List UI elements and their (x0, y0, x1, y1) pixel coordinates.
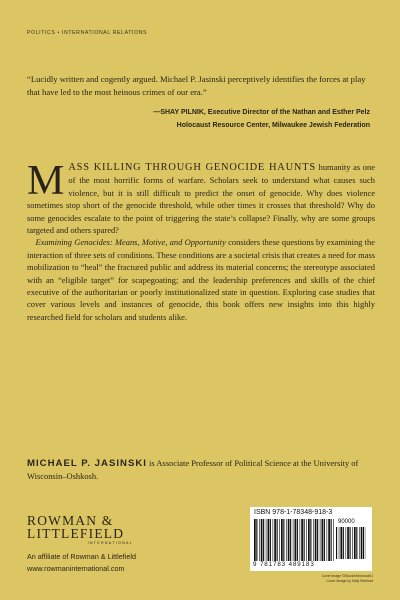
attribution-organization: Holocaust Resource Center, Milwaukee Jewish Federation (176, 121, 370, 129)
paragraph-2-text: considers these questions by examining the interaction of three sets of conditions. These conditions are a societal crisis that creates a need for mass mobilization to “heal” the fractured public and address its material concerns; the stereotype associated with an “eligible target” for scapegoating; and the leadership preferences and skills of the chief executive of the authoritarian or poorly institutionalized state in question. Exploring case studies that cover various levels and instances of genocide, this book offers new insights into this highly researched field for scholars and students alike. (27, 237, 376, 322)
cover-credits (322, 574, 373, 584)
price-code: 90000 (338, 519, 355, 525)
publisher-website: www.rowmaninternational.com (27, 564, 125, 573)
paragraph-1-text: humanity as one of the most horrific forms of warfare. Scholars seek to understand what causes such violence, but it is still difficult to predict the onset of genocide. Why does violence sometimes stop short of the genocide threshold, while other times it crosses that threshold? Why do some genocides escalate to the point of triggering the state’s collapse? Finally, why are some groups targeted and others spared? (27, 162, 375, 236)
author-bio (27, 457, 375, 483)
book-title: Examining Genocides: Means, Motive, and Opportunity (35, 237, 226, 248)
author-name: MICHAEL P. JASINSKI (27, 458, 147, 469)
barcode-panel (250, 507, 372, 571)
image-credit: Cover image ©iStock/vlrbrwood01 (321, 574, 373, 578)
author-bio-text: is Associate Professor of Political Science at the University of Wisconsin–Oshkosh. (27, 458, 359, 482)
logo-line-1: ROWMAN & (27, 513, 114, 528)
lead-small-caps: ASS KILLING THROUGH GENOCIDE HAUNTS (68, 162, 316, 173)
category-label: POLITICS • INTERNATIONAL RELATIONS (27, 30, 148, 36)
affiliate-text: An affiliate of Rowman & Littlefield (27, 552, 136, 561)
ean-digits: 9 781783 489183 (253, 561, 315, 568)
description-paragraph-1 (27, 158, 375, 236)
endorsement-attribution (70, 107, 370, 132)
price-barcode-icon (336, 527, 366, 559)
description-paragraph-2 (27, 236, 375, 323)
drop-cap: M (27, 158, 65, 204)
isbn-label: ISBN 978-1-78348-918-3 (254, 509, 333, 516)
design-credit: Cover design by Sally Rinehart (326, 579, 373, 583)
book-description (27, 158, 376, 323)
publisher-logo (27, 514, 133, 545)
logo-subtitle: INTERNATIONAL (87, 541, 133, 545)
barcode-icon (254, 519, 334, 561)
publisher-info (27, 551, 136, 575)
endorsement-quote: “Lucidly written and cogently argued. Michael P. Jasinski perceptively identifies the forces at play that have led to the most heinous crimes of our era.” (27, 74, 366, 97)
attribution-name: —SHAY PILNIK, Executive Director of the Nathan and Esther Pelz (153, 109, 370, 116)
logo-line-2: LITTLEFIELD (27, 526, 125, 541)
